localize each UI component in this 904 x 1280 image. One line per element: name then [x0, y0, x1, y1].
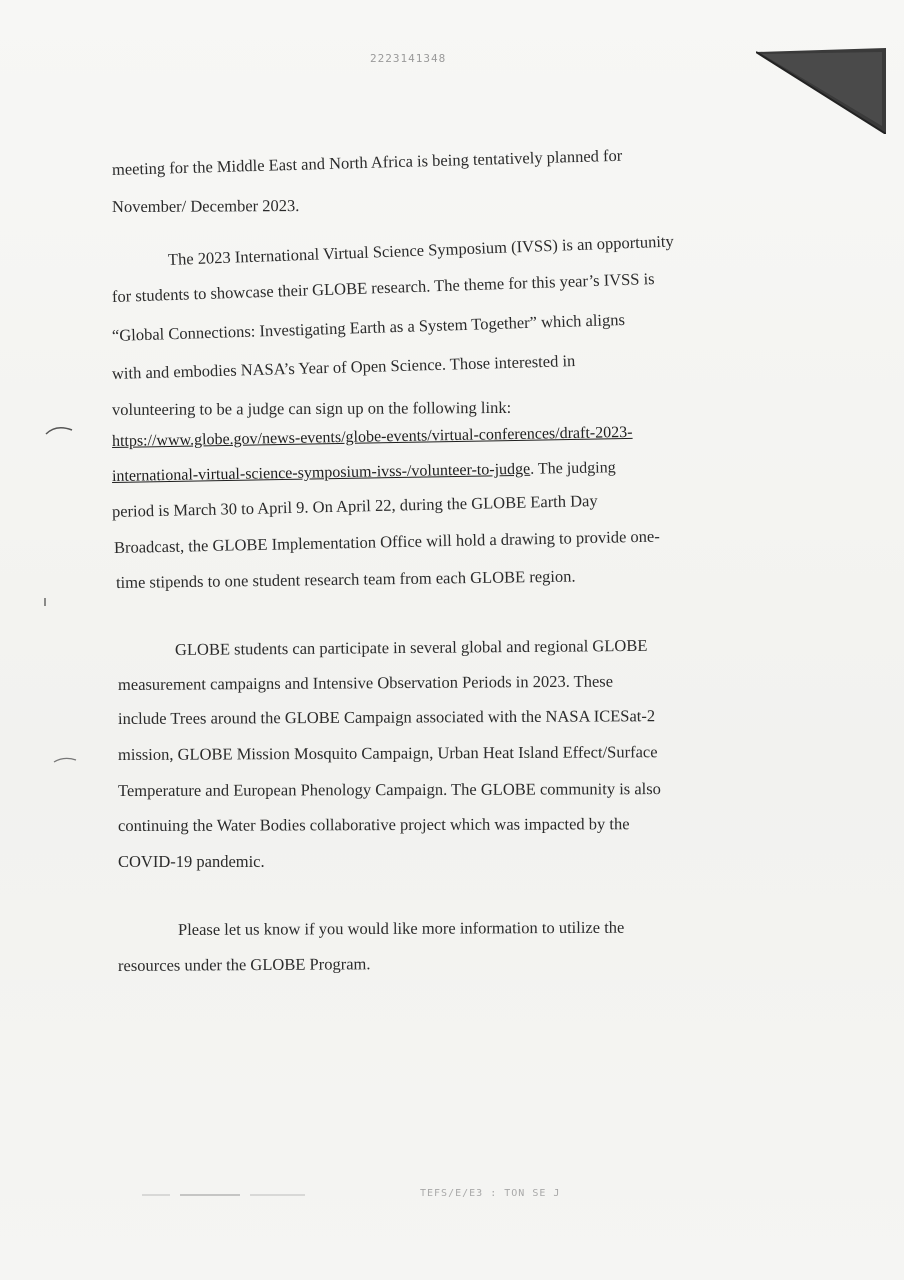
fax-header-number: 2223141348	[370, 52, 447, 65]
margin-scan-mark-3	[52, 752, 78, 768]
ivss-line-4: with and embodies NASA’s Year of Open Science. Those interested in	[111, 351, 576, 383]
corner-fold-mark	[756, 48, 886, 134]
campaigns-line-5: Temperature and European Phenology Campaign. The GLOBE community is also	[117, 779, 661, 800]
ivss-line-1: The 2023 International Virtual Science Symposium (IVSS) is an opportunity	[167, 231, 675, 269]
campaigns-line-4: mission, GLOBE Mission Mosquito Campaign, Urban Heat Island Effect/Surface	[117, 742, 658, 764]
closing-line-1: Please let us know if you would like more information to utilize the	[177, 917, 625, 939]
intro-line-2: November/ December 2023.	[111, 196, 300, 216]
fax-footer-stamp: TEFS/E/E3 : TON SE J	[420, 1188, 561, 1199]
ivss-line-5: volunteering to be a judge can sign up on the following link:	[111, 397, 512, 419]
ivss-line-3: “Global Connections: Investigating Earth as a System Together” which aligns	[111, 309, 626, 345]
margin-scan-mark-1	[44, 420, 74, 440]
campaigns-line-2: measurement campaigns and Intensive Observation Periods in 2023. These	[117, 671, 614, 694]
ivss-line-2: for students to showcase their GLOBE research. The theme for this year’s IVSS is	[111, 269, 655, 306]
footer-scan-smudge	[140, 1188, 310, 1202]
intro-line-1: meeting for the Middle East and North Africa is being tentatively planned for	[111, 145, 623, 179]
judge-signup-link-part-2[interactable]: international-virtual-science-symposium-ivss-/volunteer-to-judge	[111, 460, 531, 485]
ivss-line-9: Broadcast, the GLOBE Implementation Office will hold a drawing to provide one-	[113, 526, 660, 557]
margin-scan-mark-2	[42, 596, 50, 608]
ivss-line-7-tail: . The judging	[530, 459, 616, 478]
campaigns-line-1: GLOBE students can participate in several global and regional GLOBE	[174, 635, 648, 659]
campaigns-line-7: COVID-19 pandemic.	[118, 852, 265, 871]
ivss-line-8: period is March 30 to April 9. On April 22, during the GLOBE Earth Day	[111, 490, 598, 521]
ivss-line-10: time stipends to one student research team from each GLOBE region.	[115, 566, 576, 592]
closing-line-2: resources under the GLOBE Program.	[117, 954, 371, 975]
judge-signup-link-part-1[interactable]: https://www.globe.gov/news-events/globe-events/virtual-conferences/draft-2023-	[111, 423, 633, 450]
ivss-line-7	[112, 458, 616, 487]
campaigns-line-6: continuing the Water Bodies collaborative project which was impacted by the	[117, 814, 630, 835]
campaigns-line-3: include Trees around the GLOBE Campaign associated with the NASA ICESat-2	[117, 706, 656, 728]
